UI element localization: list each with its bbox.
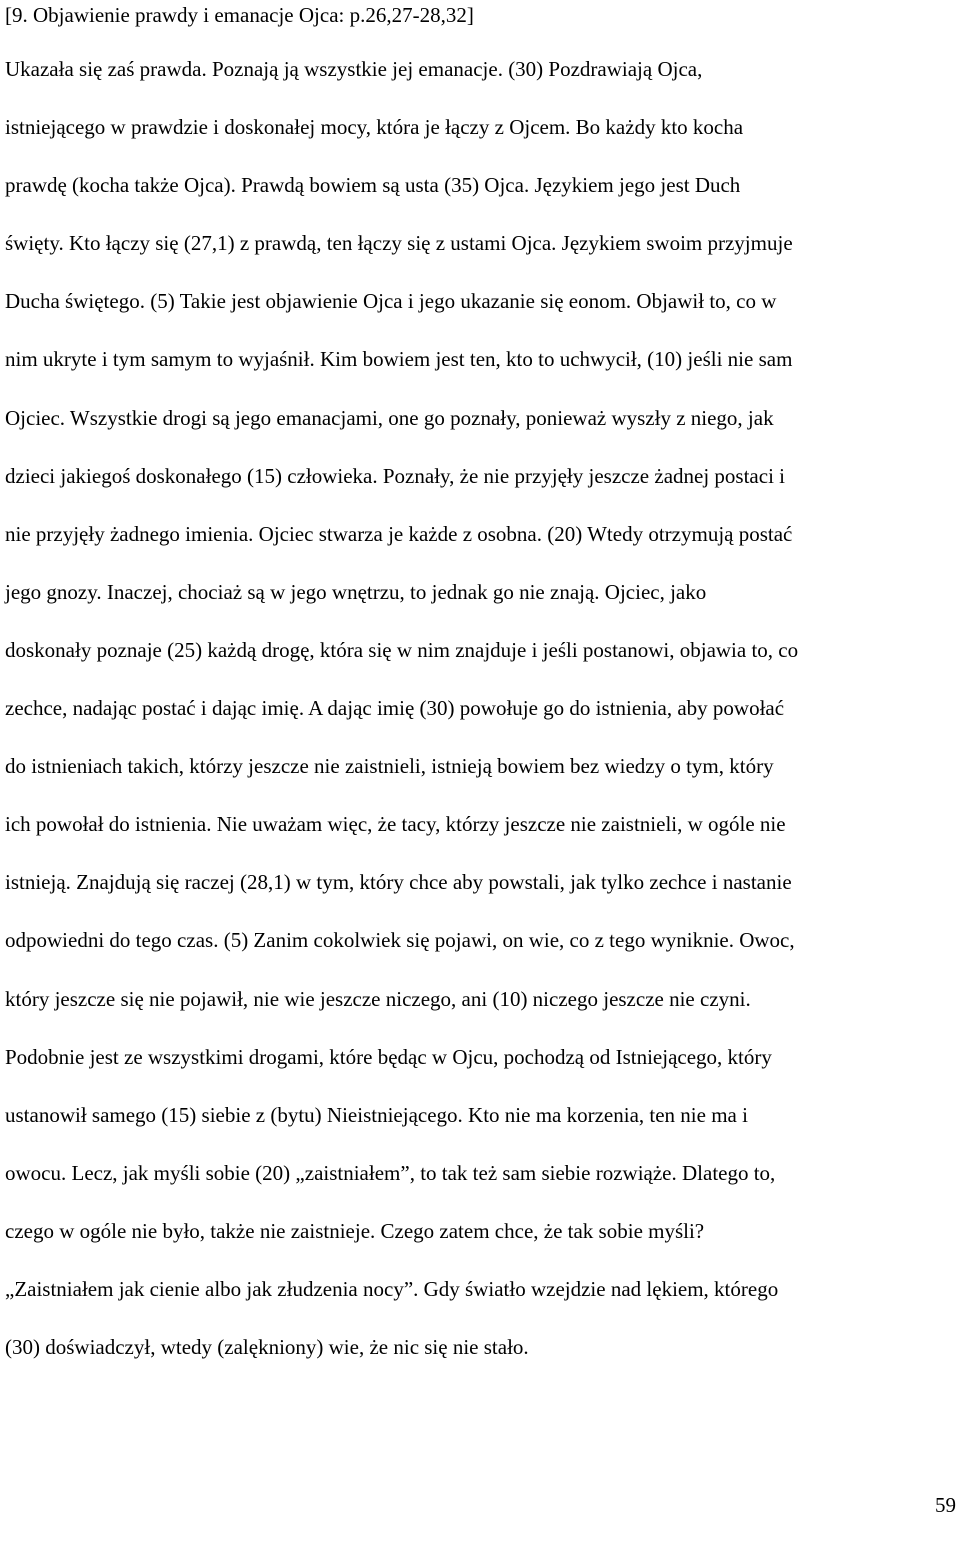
body-text bbox=[5, 49, 960, 1385]
text-line: doskonały poznaje (25) każdą drogę, która się w nim znajduje i jeśli postanowi, objawia to, co bbox=[5, 637, 799, 662]
text-line: (30) doświadczył, wtedy (zalękniony) wie, że nic się nie stało. bbox=[5, 1335, 529, 1360]
text-line: odpowiedni do tego czas. (5) Zanim cokolwiek się pojawi, on wie, co z tego wyniknie. Owoc, bbox=[5, 928, 795, 953]
text-line: zechce, nadając postać i dając imię. A dając imię (30) powołuje go do istnienia, aby powołać bbox=[5, 696, 785, 721]
text-line: Podobnie jest ze wszystkimi drogami, które będąc w Ojcu, pochodzą od Istniejącego, który bbox=[5, 1044, 772, 1069]
text-line: Ojciec. Wszystkie drogi są jego emanacjami, one go poznały, ponieważ wyszły z niego, jak bbox=[5, 405, 774, 430]
text-line: święty. Kto łączy się (27,1) z prawdą, ten łączy się z ustami Ojca. Językiem swoim przyjmuje bbox=[5, 231, 793, 256]
text-line: istnieją. Znajdują się raczej (28,1) w tym, który chce aby powstali, jak tylko zechce i nastanie bbox=[5, 870, 792, 895]
text-line: owocu. Lecz, jak myśli sobie (20) „zaistniałem”, to tak też sam siebie rozwiąże. Dlatego to, bbox=[5, 1160, 776, 1185]
text-line: czego w ogóle nie było, także nie zaistnieje. Czego zatem chce, że tak sobie myśli? bbox=[5, 1218, 705, 1243]
text-line: „Zaistniałem jak cienie albo jak złudzenia nocy”. Gdy światło wzejdzie nad lękiem, którego bbox=[5, 1276, 779, 1301]
text-line: dzieci jakiegoś doskonałego (15) człowieka. Poznały, że nie przyjęły jeszcze żadnej postaci i bbox=[5, 463, 785, 488]
text-line: prawdę (kocha także Ojca). Prawdą bowiem są usta (35) Ojca. Językiem jego jest Duch bbox=[5, 173, 741, 198]
text-line: ich powołał do istnienia. Nie uważam więc, że tacy, którzy jeszcze nie zaistnieli, w ogóle nie bbox=[5, 812, 786, 837]
text-line: istniejącego w prawdzie i doskonałej mocy, która je łączy z Ojcem. Bo każdy kto kocha bbox=[5, 115, 744, 140]
text-line: Ukazała się zaś prawda. Poznają ją wszystkie jej emanacje. (30) Pozdrawiają Ojca, bbox=[5, 57, 703, 81]
section-heading: [9. Objawienie prawdy i emanacje Ojca: p.26,27-28,32] bbox=[5, 3, 474, 27]
text-line: do istnieniach takich, którzy jeszcze nie zaistnieli, istnieją bowiem bez wiedzy o tym, który bbox=[5, 754, 774, 779]
text-line: nim ukryte i tym samym to wyjaśnił. Kim bowiem jest ten, kto to uchwycił, (10) jeśli nie sam bbox=[5, 347, 793, 372]
text-line: nie przyjęły żadnego imienia. Ojciec stwarza je każde z osobna. (20) Wtedy otrzymują postać bbox=[5, 521, 793, 546]
page-number: 59 bbox=[935, 1493, 956, 1517]
text-line: ustanowił samego (15) siebie z (bytu) Nieistniejącego. Kto nie ma korzenia, ten nie ma i bbox=[5, 1102, 748, 1127]
text-line: jego gnozy. Inaczej, chociaż są w jego wnętrzu, to jednak go nie znają. Ojciec, jako bbox=[5, 579, 707, 604]
text-line: Ducha świętego. (5) Takie jest objawienie Ojca i jego ukazanie się eonom. Objawił to, co w bbox=[5, 289, 777, 314]
text-line: który jeszcze się nie pojawił, nie wie jeszcze niczego, ani (10) niczego jeszcze nie czyni. bbox=[5, 986, 751, 1011]
